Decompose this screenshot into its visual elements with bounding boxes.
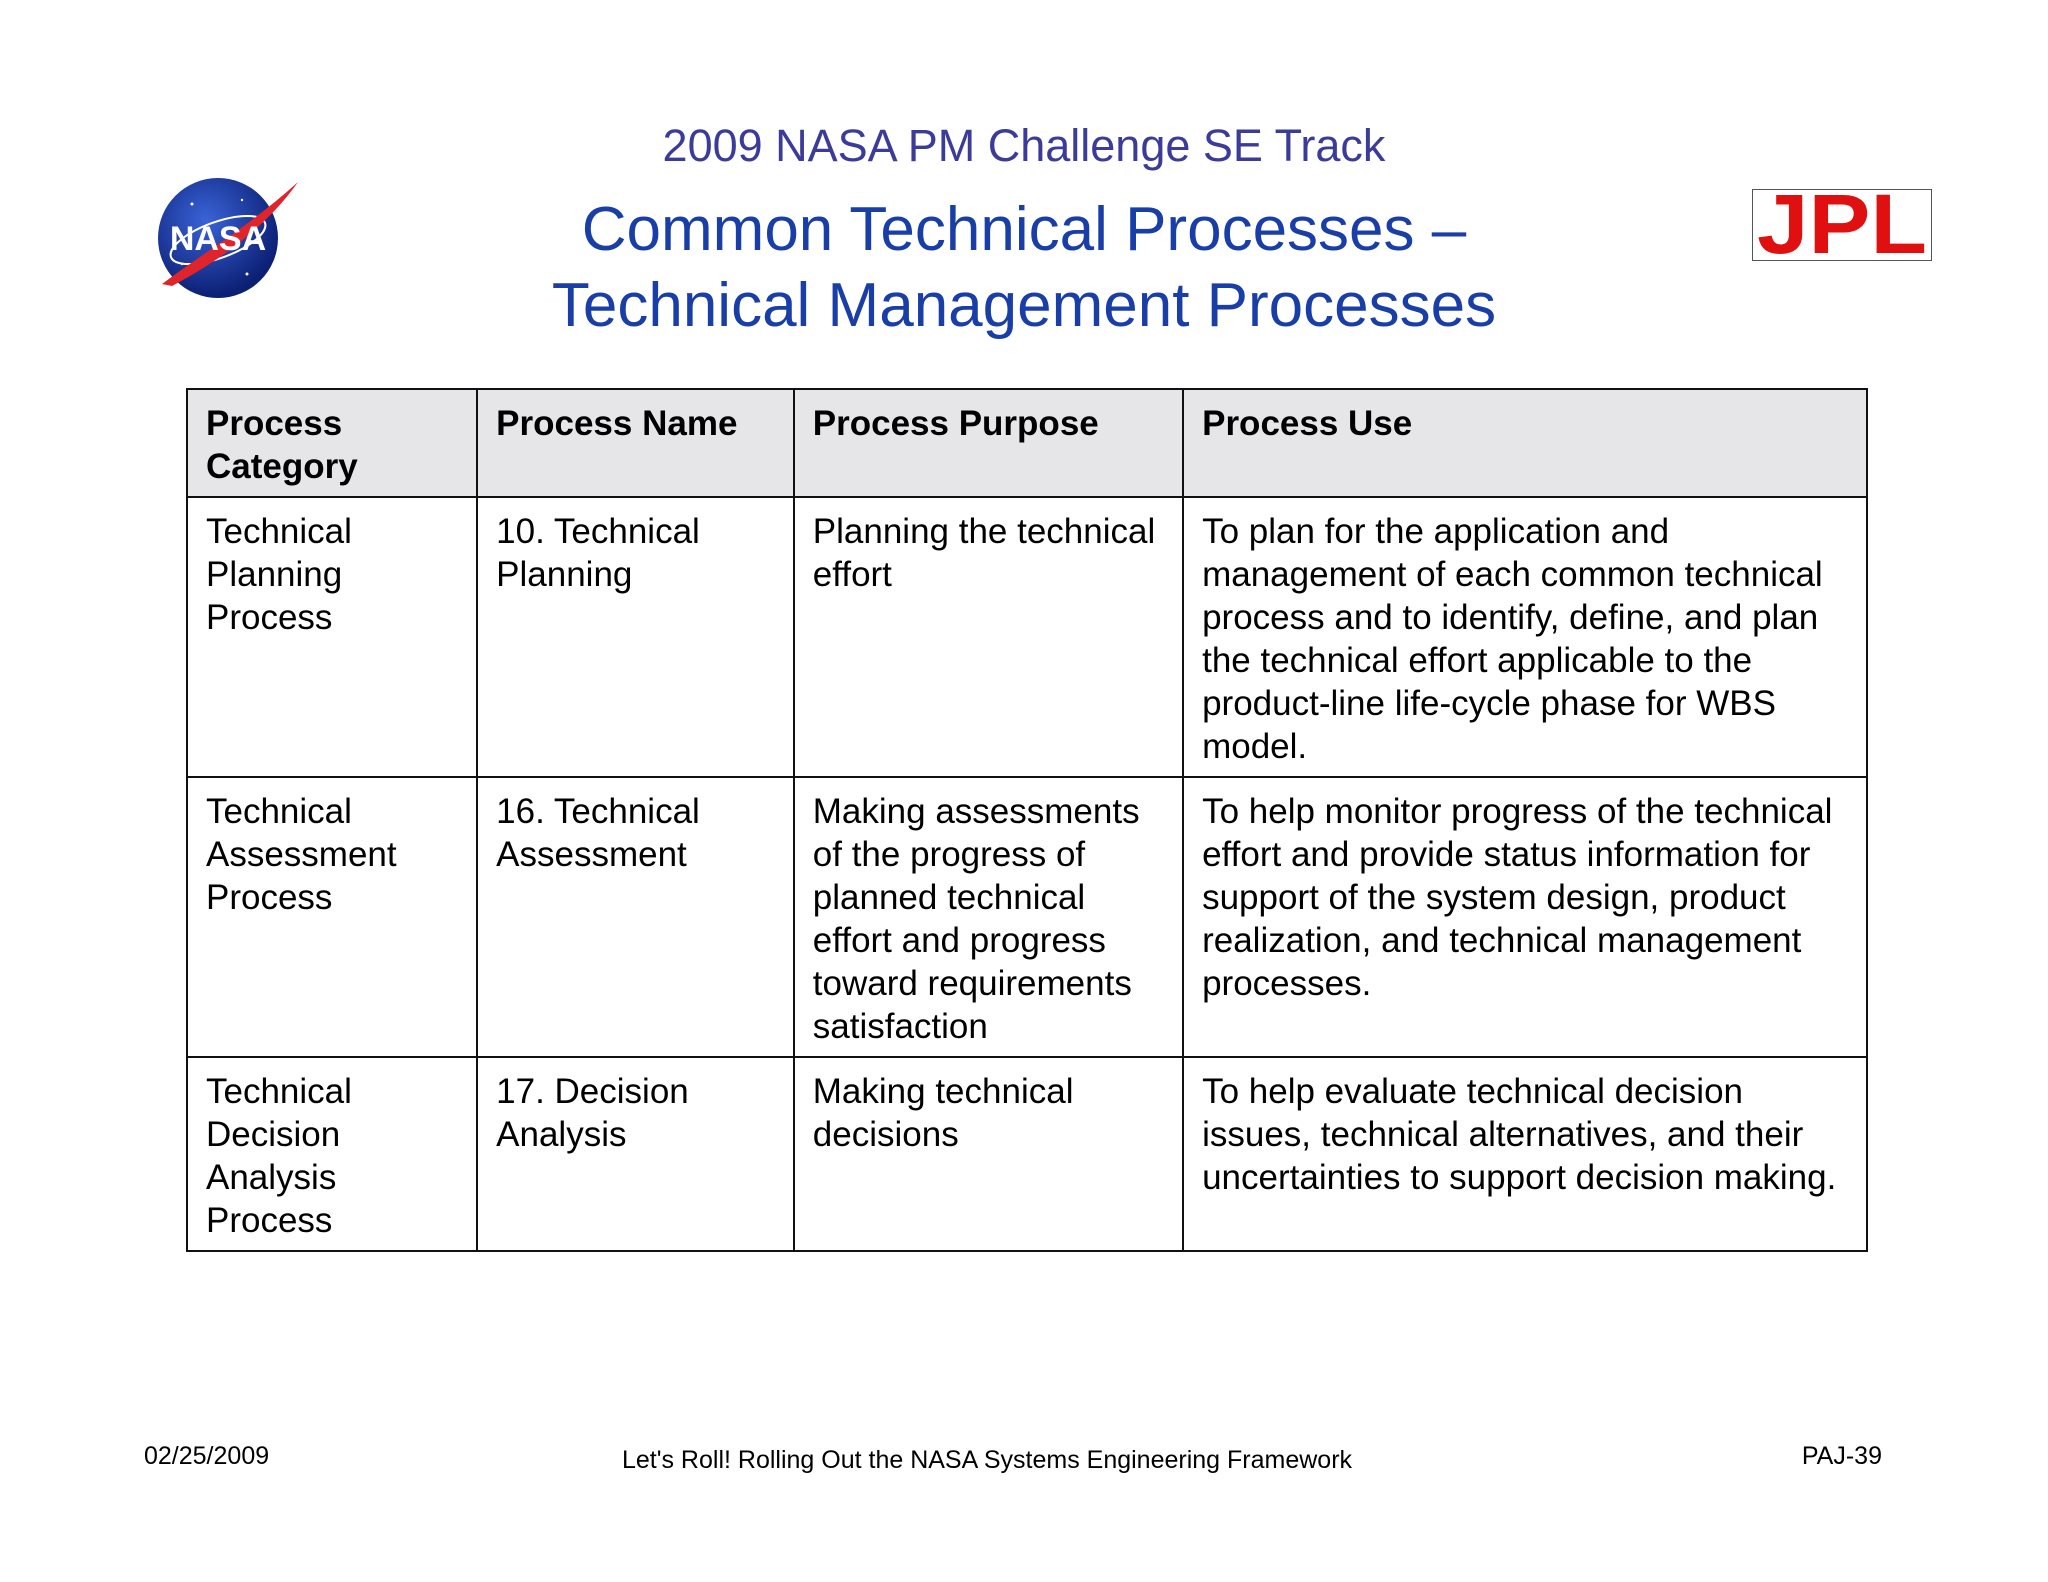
cell-use: To help evaluate technical decision issues, technical alternatives, and their uncertainties to support decision making. xyxy=(1183,1057,1867,1251)
cell-use: To plan for the application and management of each common technical process and to identify, define, and plan the technical effort applicable to the product-line life-cycle phase for WBS model. xyxy=(1183,497,1867,777)
cell-category: Technical Planning Process xyxy=(187,497,477,777)
slide-title xyxy=(0,192,2048,344)
cell-purpose: Planning the technical effort xyxy=(794,497,1183,777)
cell-purpose: Making technical decisions xyxy=(794,1057,1183,1251)
header-process-name: Process Name xyxy=(477,389,794,497)
jpl-logo xyxy=(1752,189,1932,261)
table-header-row xyxy=(187,389,1867,497)
jpl-logo-text: JPL xyxy=(1757,189,1927,261)
cell-purpose: Making assessments of the progress of planned technical effort and progress toward requirements satisfaction xyxy=(794,777,1183,1057)
footer-date: 02/25/2009 xyxy=(144,1442,270,1470)
cell-category: Technical Assessment Process xyxy=(187,777,477,1057)
cell-category: Technical Decision Analysis Process xyxy=(187,1057,477,1251)
header-process-use: Process Use xyxy=(1183,389,1867,497)
cell-name: 17. Decision Analysis xyxy=(477,1057,794,1251)
footer-title: Let's Roll! Rolling Out the NASA Systems Engineering Framework xyxy=(621,1446,1353,1474)
slide-subtitle: 2009 NASA PM Challenge SE Track xyxy=(662,120,1386,171)
cell-name: 10. Technical Planning xyxy=(477,497,794,777)
header-process-purpose: Process Purpose xyxy=(794,389,1183,497)
cell-use: To help monitor progress of the technical effort and provide status information for support of the system design, product realization, and technical management processes. xyxy=(1183,777,1867,1057)
nasa-logo-text: NASA xyxy=(169,220,267,258)
table-row xyxy=(187,1057,1867,1251)
slide-title-line-2: Technical Management Processes xyxy=(551,271,1497,340)
footer-page-number: PAJ-39 xyxy=(1801,1442,1882,1470)
process-table xyxy=(186,388,1868,1252)
table-row xyxy=(187,497,1867,777)
table-row xyxy=(187,777,1867,1057)
header-process-category: Process Category xyxy=(187,389,477,497)
cell-name: 16. Technical Assessment xyxy=(477,777,794,1057)
slide-title-line-1: Common Technical Processes – xyxy=(581,195,1467,264)
